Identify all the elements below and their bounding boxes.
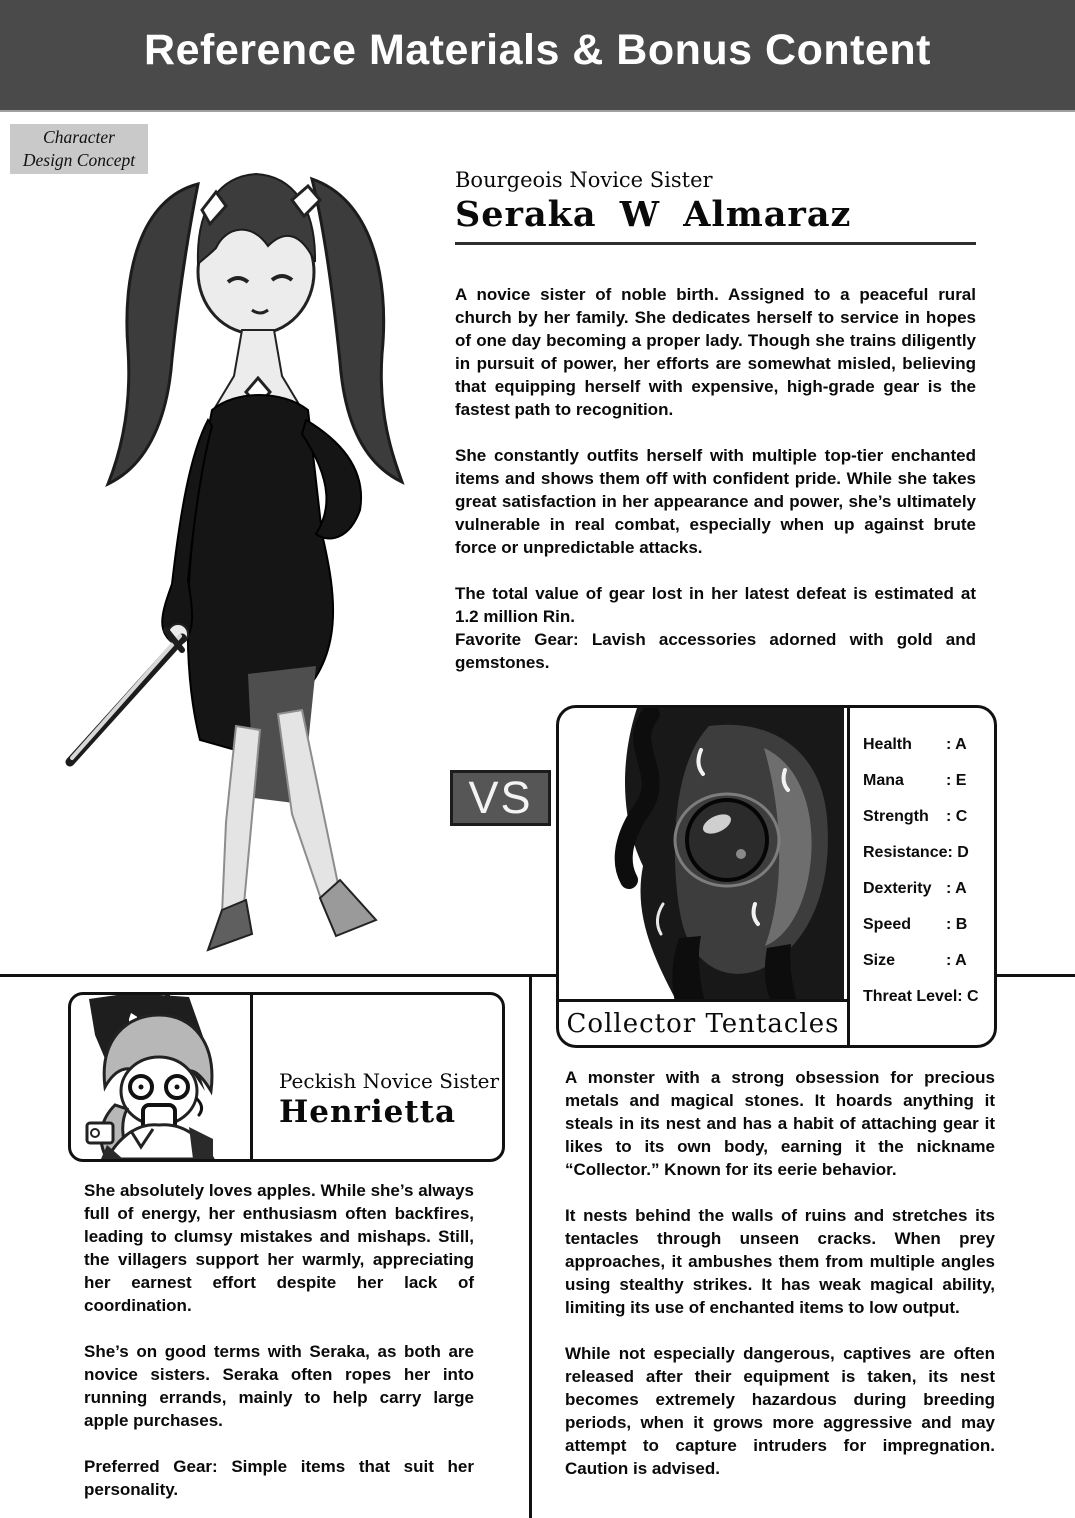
stat-value: : A [946,880,967,897]
monster-description [565,1066,995,1503]
seraka-name: Seraka W Almaraz [455,194,852,235]
seraka-paragraph-1: A novice sister of noble birth. Assigned to a peaceful rural church by her family. She dedicates herself to service in hopes of one day becoming a proper lady. Though she trains diligently in pursuit of power, her efforts are somewhat misled, believing that equipping herself with expensive, high-grade gear is the fastest path to recognition. [455,285,976,419]
stat-row-dexterity [863,879,990,899]
monster-card [556,705,997,1048]
henrietta-name: Henrietta [279,1094,457,1130]
page-title: Reference Materials & Bonus Content [144,25,931,74]
stat-label: Mana [863,772,904,789]
henrietta-paragraph-1: She absolutely loves apples. While she’s always full of energy, her enthusiasm often backfires, leading to clumsy mistakes and mishaps. Still, the villagers support her warmly, appreciating her earnest effort despite her lack of coordination. [84,1181,474,1315]
seraka-description [455,283,976,674]
monster-paragraph-1: A monster with a strong obsession for precious metals and magical stones. It hoards anything it steals in its nest and has a habit of attaching gear it likes to its own body, earning it the nickname “Collector.” Known for its eerie behavior. [565,1068,995,1179]
design-concept-line2: Design Concept [22,150,136,170]
stat-row-health [863,735,990,755]
stat-label: Health [863,736,912,753]
vs-label: VS [468,772,533,823]
stat-value: : D [947,844,969,861]
vs-badge [450,770,551,826]
henrietta-titles [253,995,502,1159]
stat-row-size [863,951,990,971]
monster-caption: Collector Tentacles [559,999,847,1045]
stat-value: : E [946,772,967,789]
henrietta-paragraph-2: She’s on good terms with Seraka, as both are novice sisters. Seraka often ropes her into running errands, mainly to help carry large apple purchases. [84,1342,474,1430]
seraka-paragraph-4: Favorite Gear: Lavish accessories adorned with gold and gemstones. [455,630,976,672]
left-twintail [108,184,198,484]
stat-label: Strength [863,808,929,825]
seraka-subtitle: Bourgeois Novice Sister [455,168,713,192]
stat-row-threat-level [863,987,990,1007]
header-banner [0,0,1075,112]
stat-value: : C [957,988,979,1005]
name-underline [455,242,976,245]
henrietta-description [84,1179,474,1518]
henrietta-subtitle: Peckish Novice Sister [279,1069,500,1093]
stat-row-resistance [863,843,990,863]
stat-value: : B [946,916,968,933]
monster-paragraph-3: While not especially dangerous, captives are often released after their equipment is taken, its nest becomes extremely hazardous during breeding periods, when it grows more aggressive and may attempt to capture intruders for impregnation. Caution is advised. [565,1344,995,1478]
monster-stats-panel [850,708,994,1045]
monster-paragraph-2: It nests behind the walls of ruins and stretches its tentacles through unseen cracks. When prey approaches, it ambushes them from multiple angles using stealthy strikes. It has weak magical ability, limiting its use of enchanted items to low output. [565,1206,995,1317]
henrietta-card [68,992,505,1162]
stat-label: Speed [863,916,912,933]
vertical-column-divider [529,974,532,1518]
seraka-paragraph-3: The total value of gear lost in her latest defeat is estimated at 1.2 million Rin. [455,584,976,626]
stat-row-mana [863,771,990,791]
stat-label: Threat Level [863,988,958,1005]
henrietta-portrait [71,995,253,1159]
stat-label: Resistance [863,844,948,861]
seraka-illustration [30,114,460,969]
seraka-info-section [455,168,976,674]
stat-label: Dexterity [863,880,932,897]
stat-row-strength [863,807,990,827]
monster-card-left [559,708,850,1045]
stat-row-speed [863,915,990,935]
stat-value: : C [946,808,968,825]
seraka-paragraph-2: She constantly outfits herself with multiple top-tier enchanted items and shows them off with confident pride. While she takes great satisfaction in her appearance and power, she’s ultimately vulnerable in real combat, especially when up against brute force or unpredictable attacks. [455,446,976,557]
design-concept-line1: Character [43,127,115,148]
stat-value: : A [946,952,967,969]
stat-value: : A [946,736,967,753]
monster-illustration [559,708,847,999]
horizontal-divider-right [997,974,1075,977]
horizontal-divider-left [0,974,556,977]
henrietta-paragraph-3: Preferred Gear: Simple items that suit her personality. [84,1457,474,1499]
stat-label: Size [863,952,896,969]
